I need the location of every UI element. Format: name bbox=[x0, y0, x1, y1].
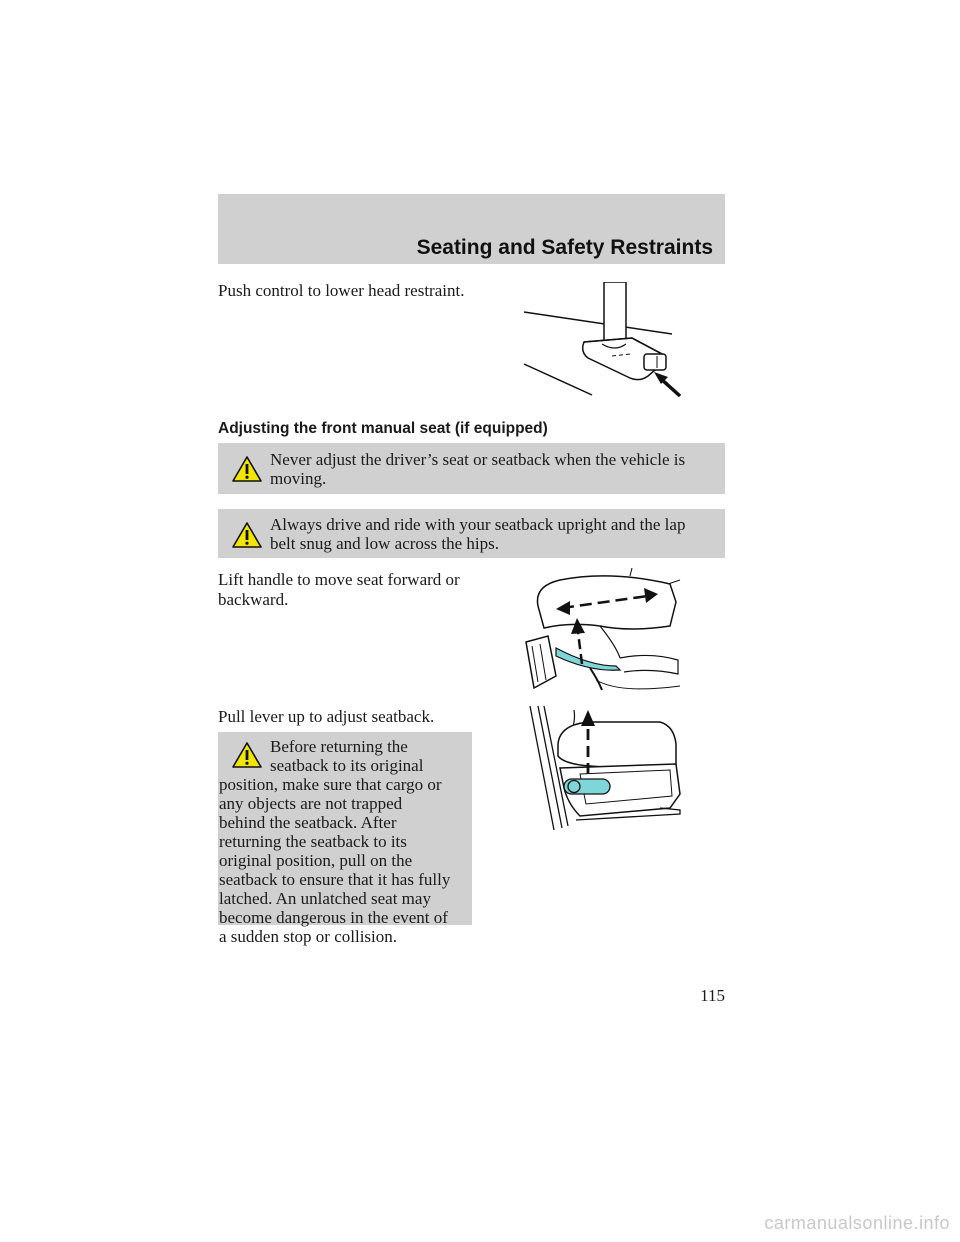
warning-3-line-5: behind the seatback. After bbox=[219, 813, 397, 832]
seat-track-illustration bbox=[520, 566, 682, 694]
warning-1-line-2: moving. bbox=[270, 469, 327, 488]
warning-box-1 bbox=[218, 443, 725, 494]
watermark: carmanualsonline.info bbox=[764, 1213, 950, 1233]
warning-triangle-icon bbox=[231, 521, 263, 549]
warning-triangle-icon bbox=[231, 455, 263, 483]
head-restraint-illustration bbox=[522, 282, 682, 400]
warning-triangle-icon bbox=[231, 741, 263, 769]
warning-box-2 bbox=[218, 509, 725, 558]
section-header bbox=[218, 194, 725, 264]
warning-box-3 bbox=[218, 732, 472, 946]
lift-handle-line-2: backward. bbox=[218, 590, 289, 609]
warning-3-line-8: seatback to ensure that it has fully bbox=[219, 870, 451, 889]
warning-3-line-2: seatback to its original bbox=[270, 756, 424, 775]
section-title: Seating and Safety Restraints bbox=[416, 236, 713, 259]
warning-3-line-9: latched. An unlatched seat may bbox=[219, 889, 431, 908]
pull-lever-instruction: Pull lever up to adjust seatback. bbox=[218, 707, 435, 726]
warning-2-line-2: belt snug and low across the hips. bbox=[270, 534, 499, 553]
lift-handle-line-1: Lift handle to move seat forward or bbox=[218, 570, 460, 589]
section-heading: Adjusting the front manual seat (if equipped) bbox=[218, 420, 548, 437]
warning-3-line-11: a sudden stop or collision. bbox=[219, 927, 398, 946]
warning-3-line-1: Before returning the bbox=[270, 737, 408, 756]
warning-3-line-7: original position, pull on the bbox=[219, 851, 413, 870]
warning-2-line-1: Always drive and ride with your seatback upright and the lap bbox=[270, 515, 686, 534]
warning-1-line-1: Never adjust the driver’s seat or seatback when the vehicle is bbox=[270, 450, 686, 469]
warning-3-line-4: any objects are not trapped bbox=[219, 794, 403, 813]
seatback-lever-illustration bbox=[520, 704, 684, 832]
head-restraint-instruction: Push control to lower head restraint. bbox=[218, 281, 465, 300]
warning-3-line-6: returning the seatback to its bbox=[219, 832, 407, 851]
page-number: 115 bbox=[700, 986, 725, 1005]
warning-3-line-3: position, make sure that cargo or bbox=[219, 775, 442, 794]
warning-3-line-10: become dangerous in the event of bbox=[219, 908, 448, 927]
lift-handle-instruction bbox=[218, 570, 460, 610]
